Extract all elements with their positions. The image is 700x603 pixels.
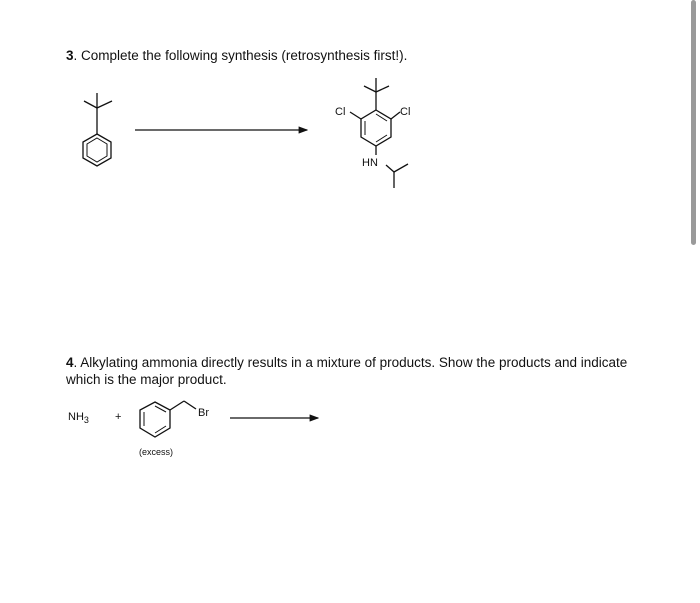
starting-methyl-bond-left <box>84 101 97 108</box>
starting-benzene-inner-ring <box>87 138 107 162</box>
product-structure <box>350 78 411 188</box>
starting-methyl-bond-right <box>97 101 112 108</box>
product-cl-right-label: Cl <box>400 106 411 118</box>
product-isopropyl-methyl-right <box>394 164 408 172</box>
question-4-number: 4 <box>66 355 74 370</box>
product-cl-right-bond <box>391 112 400 119</box>
product-cl-left-bond <box>350 112 361 119</box>
benzyl-br-bond <box>184 401 196 409</box>
ammonia-subscript: 3 <box>83 415 89 425</box>
question-3-body: . Complete the following synthesis (retrosynthesis first!). <box>73 48 408 63</box>
vertical-scrollbar[interactable] <box>691 0 696 245</box>
bromine-label: Br <box>198 407 209 419</box>
benzyl-bromide-structure <box>140 401 196 437</box>
plus-sign: + <box>115 411 122 423</box>
product-isopropyl-bond <box>386 165 394 172</box>
benzyl-ch2-bond <box>170 401 184 410</box>
question-3-number: 3 <box>66 48 74 63</box>
product-tbutyl-methyl-right <box>376 86 389 92</box>
ammonia-formula: NH <box>68 411 84 423</box>
product-amine-label: HN <box>362 157 378 169</box>
product-cl-left-label: Cl <box>335 106 346 118</box>
excess-note: (excess) <box>139 447 174 457</box>
product-tbutyl-methyl-left <box>364 86 376 92</box>
question-4-body: . Alkylating ammonia directly results in a mixture of products. Show the products and indicate which is the major product. <box>66 355 628 387</box>
tert-butylbenzene-structure <box>83 93 112 166</box>
ammonia-label <box>68 411 89 425</box>
